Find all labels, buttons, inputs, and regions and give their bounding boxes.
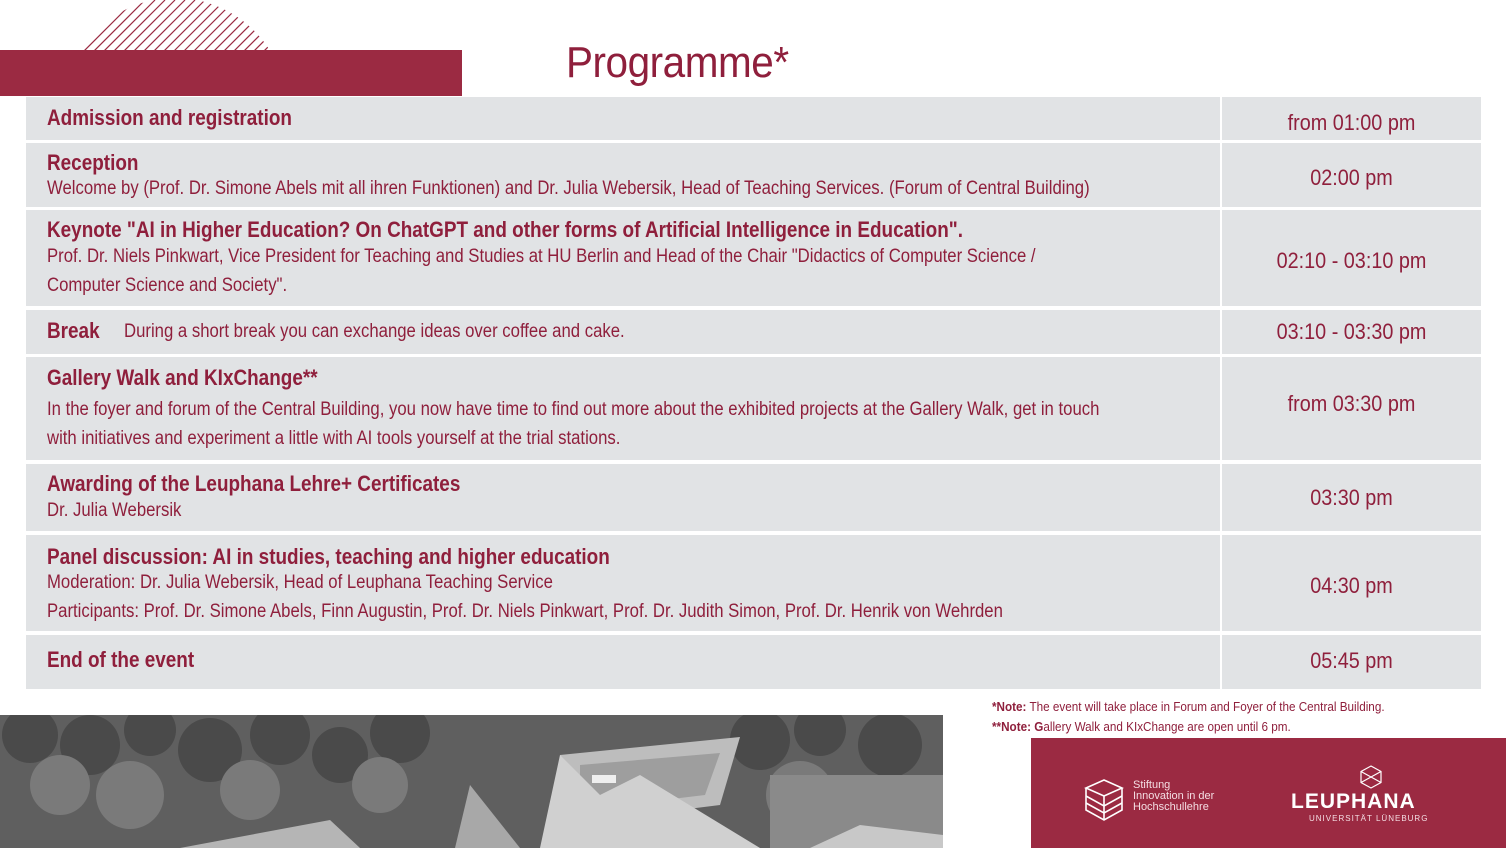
row-title: Keynote "AI in Higher Education? On ChatGPT and other forms of Artificial Intelligence in Education". <box>47 217 964 242</box>
row-time-cell <box>1222 357 1481 460</box>
footnote-1-text: The event will take place in Forum and Foyer of the Central Building. <box>1026 699 1385 714</box>
row-time: 04:30 pm <box>1310 573 1393 598</box>
stiftung-line-3: Hochschullehre <box>1133 801 1209 813</box>
page-title: Programme* <box>566 38 789 87</box>
row-line: Moderation: Dr. Julia Webersik, Head of Leuphana Teaching Service <box>47 572 553 593</box>
header-banner <box>0 50 462 96</box>
row-time-cell <box>1222 310 1481 354</box>
footnote-2 <box>992 717 1385 737</box>
row-line: Welcome by (Prof. Dr. Simone Abels mit all ihren Funktionen) and Dr. Julia Webersik, Head of Teaching Services. (Forum of Central Building) <box>47 178 1090 199</box>
footnote-1 <box>992 697 1385 717</box>
table-row <box>26 97 1481 140</box>
table-row <box>26 535 1481 631</box>
stiftung-logo-text <box>1133 780 1214 813</box>
table-row <box>26 464 1481 531</box>
row-line: In the foyer and forum of the Central Building, you now have time to find out more about the exhibited projects at the Gallery Walk, get in touch <box>47 399 1100 420</box>
row-title: Reception <box>47 150 139 175</box>
row-title: Awarding of the Leuphana Lehre+ Certificates <box>47 471 461 496</box>
table-row <box>26 310 1481 354</box>
row-time: 02:10 - 03:10 pm <box>1276 248 1427 273</box>
row-time: from 03:30 pm <box>1287 391 1416 416</box>
row-line: Computer Science and Society". <box>47 275 288 296</box>
row-content <box>26 310 1220 354</box>
row-title: Gallery Walk and KIxChange** <box>47 365 318 390</box>
row-time-cell <box>1222 635 1481 689</box>
row-time-cell <box>1222 464 1481 531</box>
row-inline-text: During a short break you can exchange ideas over coffee and cake. <box>124 321 625 342</box>
footnote-2-text: allery Walk and KIxChange are open until 6 pm. <box>1043 719 1291 734</box>
stiftung-line-2: Innovation in der <box>1133 790 1215 802</box>
row-time: 03:30 pm <box>1310 485 1393 510</box>
footnote-2-label: **Note: G <box>992 719 1044 734</box>
row-time: from 01:00 pm <box>1287 110 1416 135</box>
row-time: 05:45 pm <box>1310 648 1393 673</box>
row-content <box>26 635 1220 689</box>
row-line: Prof. Dr. Niels Pinkwart, Vice President for Teaching and Studies at HU Berlin and Head of the Chair "Didactics of Computer Science / <box>47 246 1036 267</box>
row-time: 03:10 - 03:30 pm <box>1276 319 1427 344</box>
table-row <box>26 210 1481 306</box>
row-line: Participants: Prof. Dr. Simone Abels, Finn Augustin, Prof. Dr. Niels Pinkwart, Prof. Dr. Judith Simon, Prof. Dr. Henrik von Wehrden <box>47 601 1003 622</box>
row-line: with initiatives and experiment a little with AI tools yourself at the trial stations. <box>47 428 621 449</box>
campus-photo <box>0 715 943 848</box>
row-time: 02:00 pm <box>1310 165 1393 190</box>
row-title: Admission and registration <box>47 105 292 130</box>
row-time-cell <box>1222 210 1481 306</box>
sponsor-logo-box <box>1031 738 1506 848</box>
row-content <box>26 97 1220 140</box>
footnotes <box>992 697 1385 737</box>
leuphana-logo-subtext: UNIVERSITÄT LÜNEBURG <box>1309 814 1429 823</box>
leuphana-logo-text: LEUPHANA <box>1291 790 1416 813</box>
table-row <box>26 143 1481 207</box>
stiftung-logo-icon <box>1084 778 1124 822</box>
footnote-1-label: *Note: <box>992 699 1027 714</box>
table-row <box>26 357 1481 460</box>
stiftung-line-1: Stiftung <box>1133 779 1171 791</box>
row-time-cell <box>1222 535 1481 631</box>
row-content <box>26 143 1220 207</box>
row-title: End of the event <box>47 647 195 672</box>
row-title: Break <box>47 318 100 343</box>
row-content <box>26 464 1220 531</box>
row-time-cell <box>1222 143 1481 207</box>
row-line: Dr. Julia Webersik <box>47 500 182 521</box>
leuphana-logo-icon <box>1360 765 1382 789</box>
row-content <box>26 210 1220 306</box>
row-time-cell <box>1222 97 1481 140</box>
row-title: Panel discussion: AI in studies, teaching and higher education <box>47 544 610 569</box>
row-content <box>26 357 1220 460</box>
row-content <box>26 535 1220 631</box>
table-row <box>26 635 1481 689</box>
